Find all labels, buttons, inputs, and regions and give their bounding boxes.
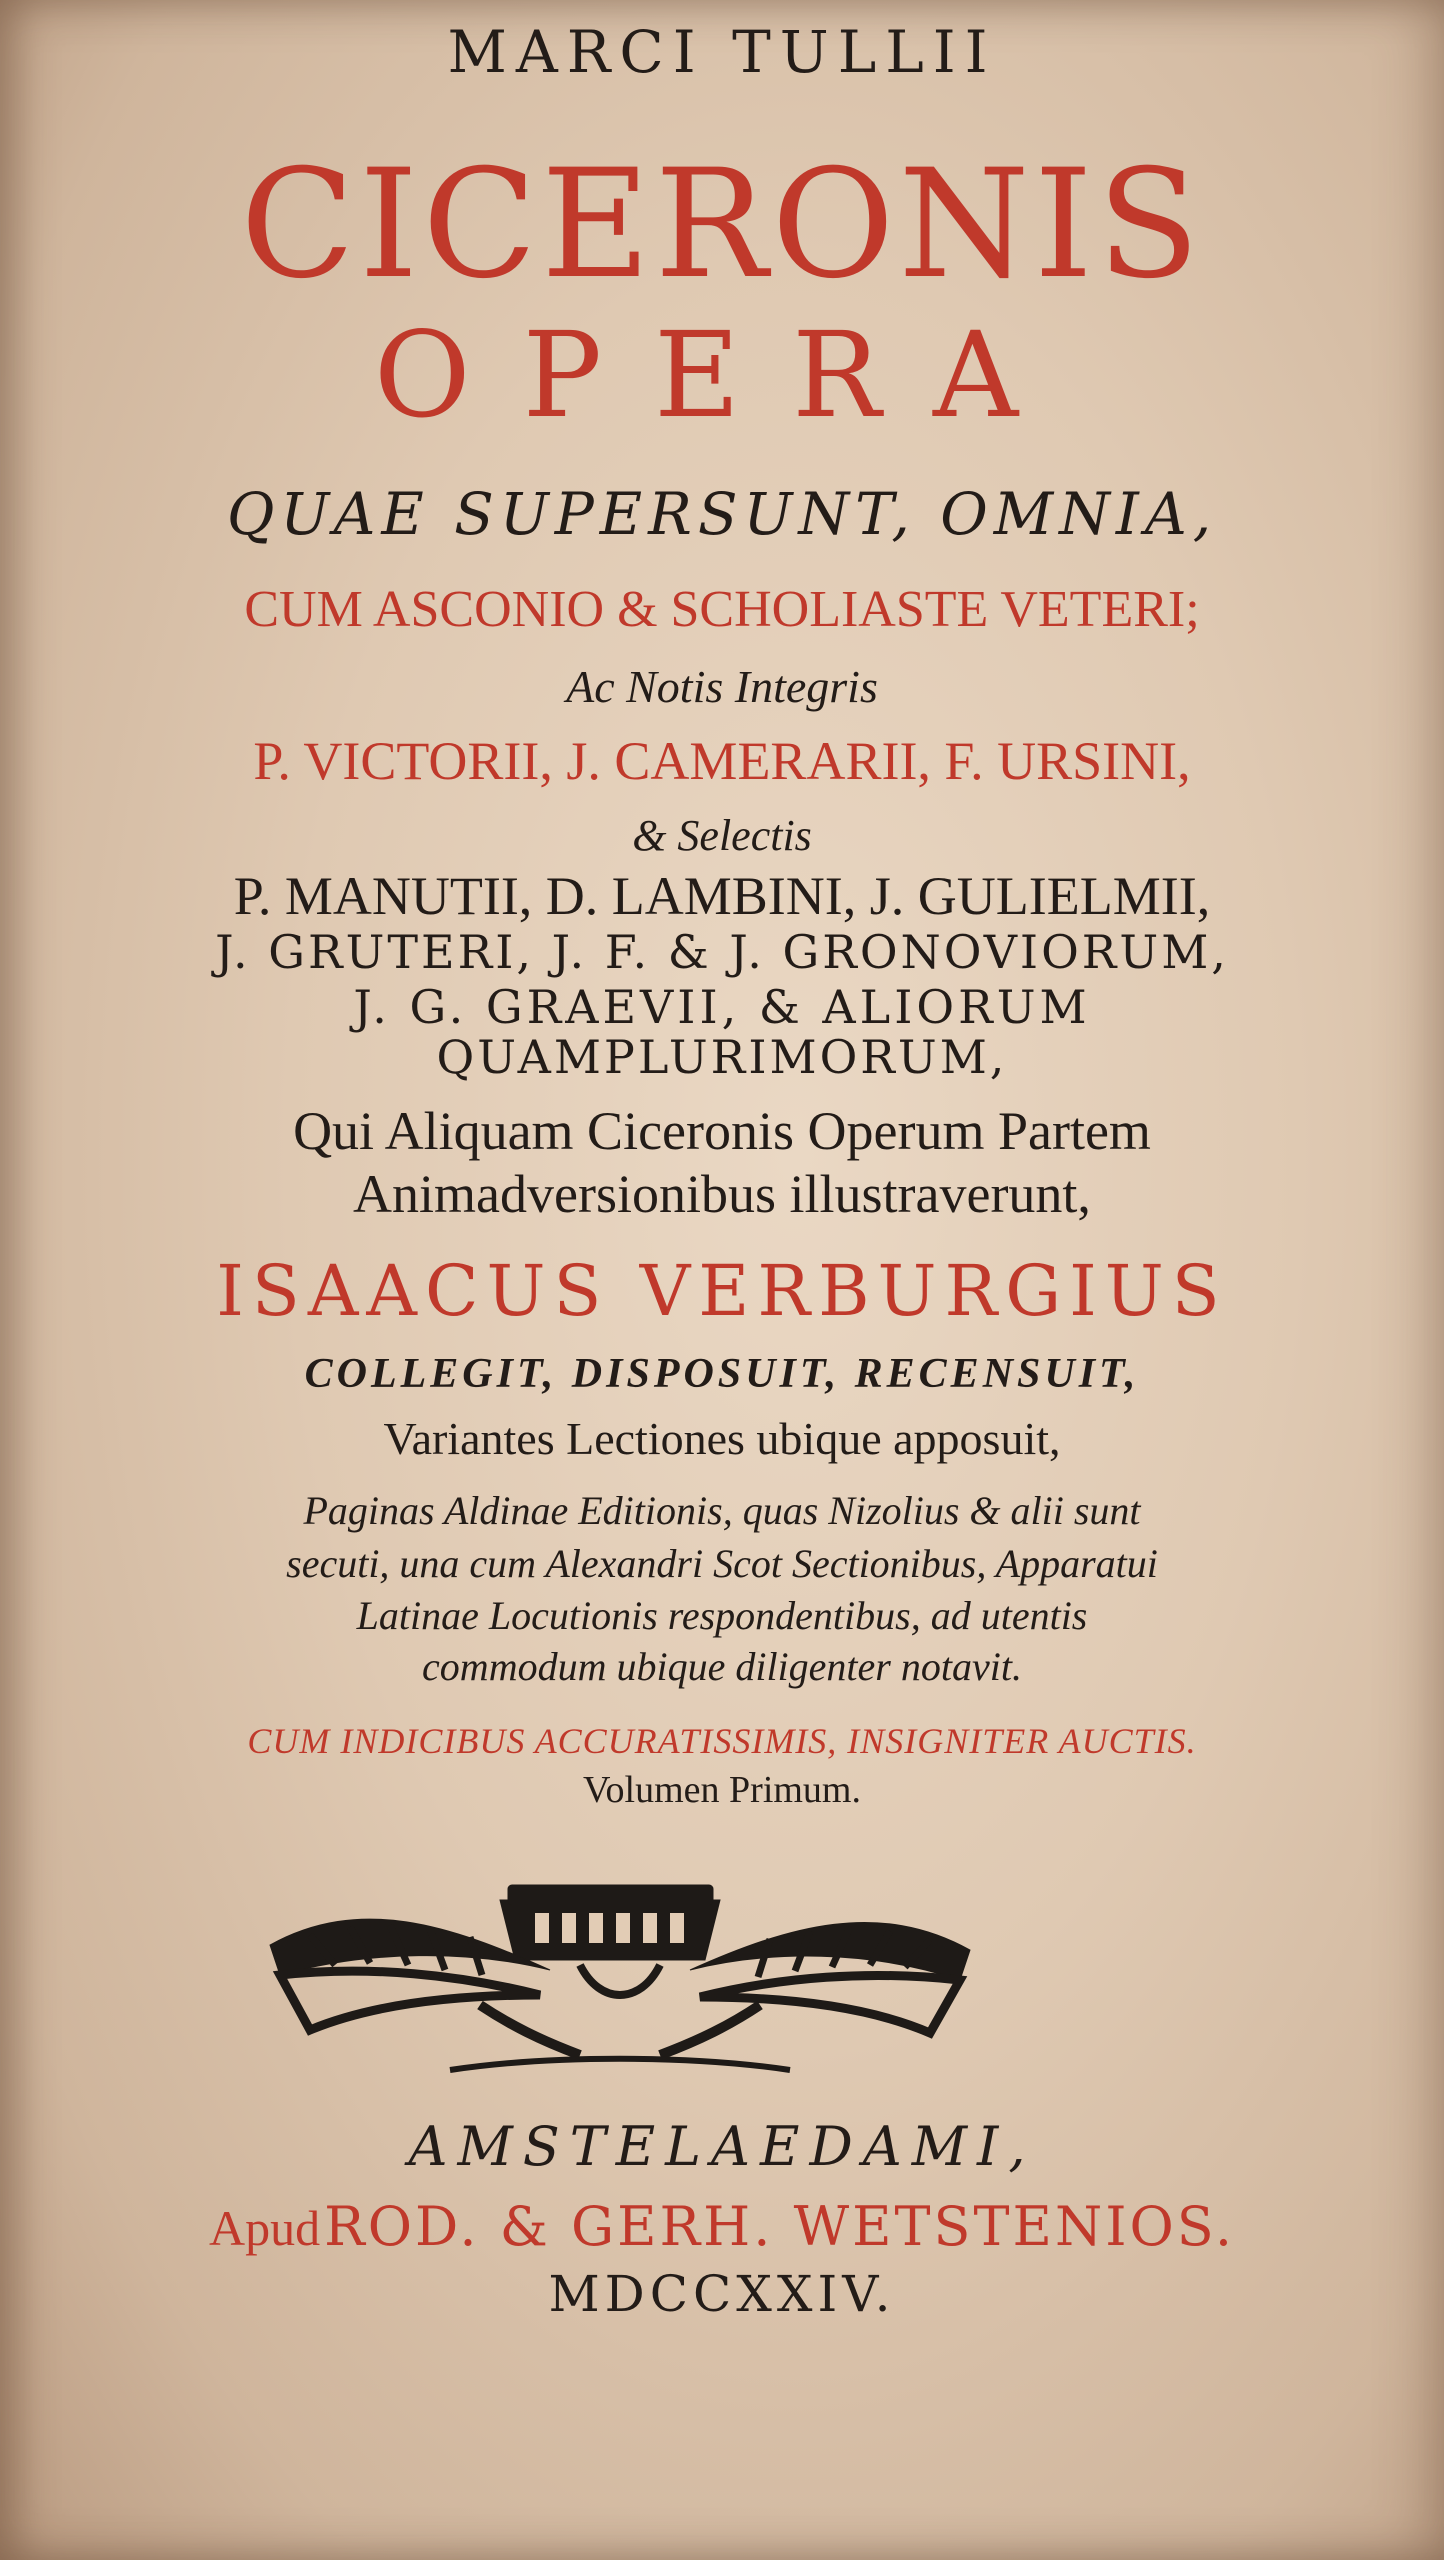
line-latinae: Latinae Locutionis respondentibus, ad utentis (356, 1593, 1088, 1638)
line-manutii: P. MANUTII, D. LAMBINI, J. GULIELMII, (233, 866, 1211, 926)
imprint-printers: ROD. & GERH. WETSTENIOS. (324, 2195, 1236, 2258)
line-commodum: commodum ubique diligenter notavit. (422, 1644, 1022, 1689)
editor-name: ISAACUS VERBURGIUS (216, 1250, 1228, 1332)
author-nomen: CICERONIS (240, 138, 1204, 312)
line-ac-notis: Ac Notis Integris (566, 661, 878, 712)
line-gruteri: J. GRUTERI, J. F. & J. GRONOVIORUM, (215, 925, 1229, 979)
work-title: OPERA (373, 306, 1071, 444)
line-animadversionibus: Animadversionibus illustraverunt, (353, 1164, 1091, 1224)
line-collegit: COLLEGIT, DISPOSUIT, RECENSUIT, (304, 1351, 1140, 1397)
imprint-printers-line (0, 2195, 1444, 2258)
line-quae-supersunt: QUAE SUPERSUNT, OMNIA, (226, 480, 1218, 548)
line-selectis: & Selectis (632, 811, 812, 860)
line-cum-asconio: CUM ASCONIO & SCHOLIASTE VETERI; (244, 581, 1200, 638)
printers-fleuron-icon (250, 1855, 990, 2095)
line-graevii: J. G. GRAEVII, & ALIORUM (353, 980, 1091, 1034)
imprint-year: MDCCXXIV. (548, 2265, 896, 2323)
line-quamplurimorum: QUAMPLURIMORUM, (436, 1030, 1008, 1084)
line-volumen: Volumen Primum. (583, 1769, 861, 1811)
line-indicibus: CUM INDICIBUS ACCURATISSIMIS, INSIGNITER AUCTIS. (247, 1721, 1197, 1761)
author-praenomen: MARCI TULLII (447, 18, 997, 86)
line-variantes: Variantes Lectiones ubique apposuit, (383, 1413, 1061, 1464)
imprint-apud: Apud (208, 2200, 321, 2256)
line-secuti: secuti, una cum Alexandri Scot Sectionibus, Apparatui (286, 1541, 1158, 1586)
line-qui-aliquam: Qui Aliquam Ciceronis Operum Partem (293, 1101, 1151, 1161)
line-victorii: P. VICTORII, J. CAMERARII, F. URSINI, (253, 731, 1191, 791)
line-paginas: Paginas Aldinae Editionis, quas Nizolius & alii sunt (303, 1488, 1141, 1533)
imprint-city: AMSTELAEDAMI, (408, 2115, 1036, 2178)
